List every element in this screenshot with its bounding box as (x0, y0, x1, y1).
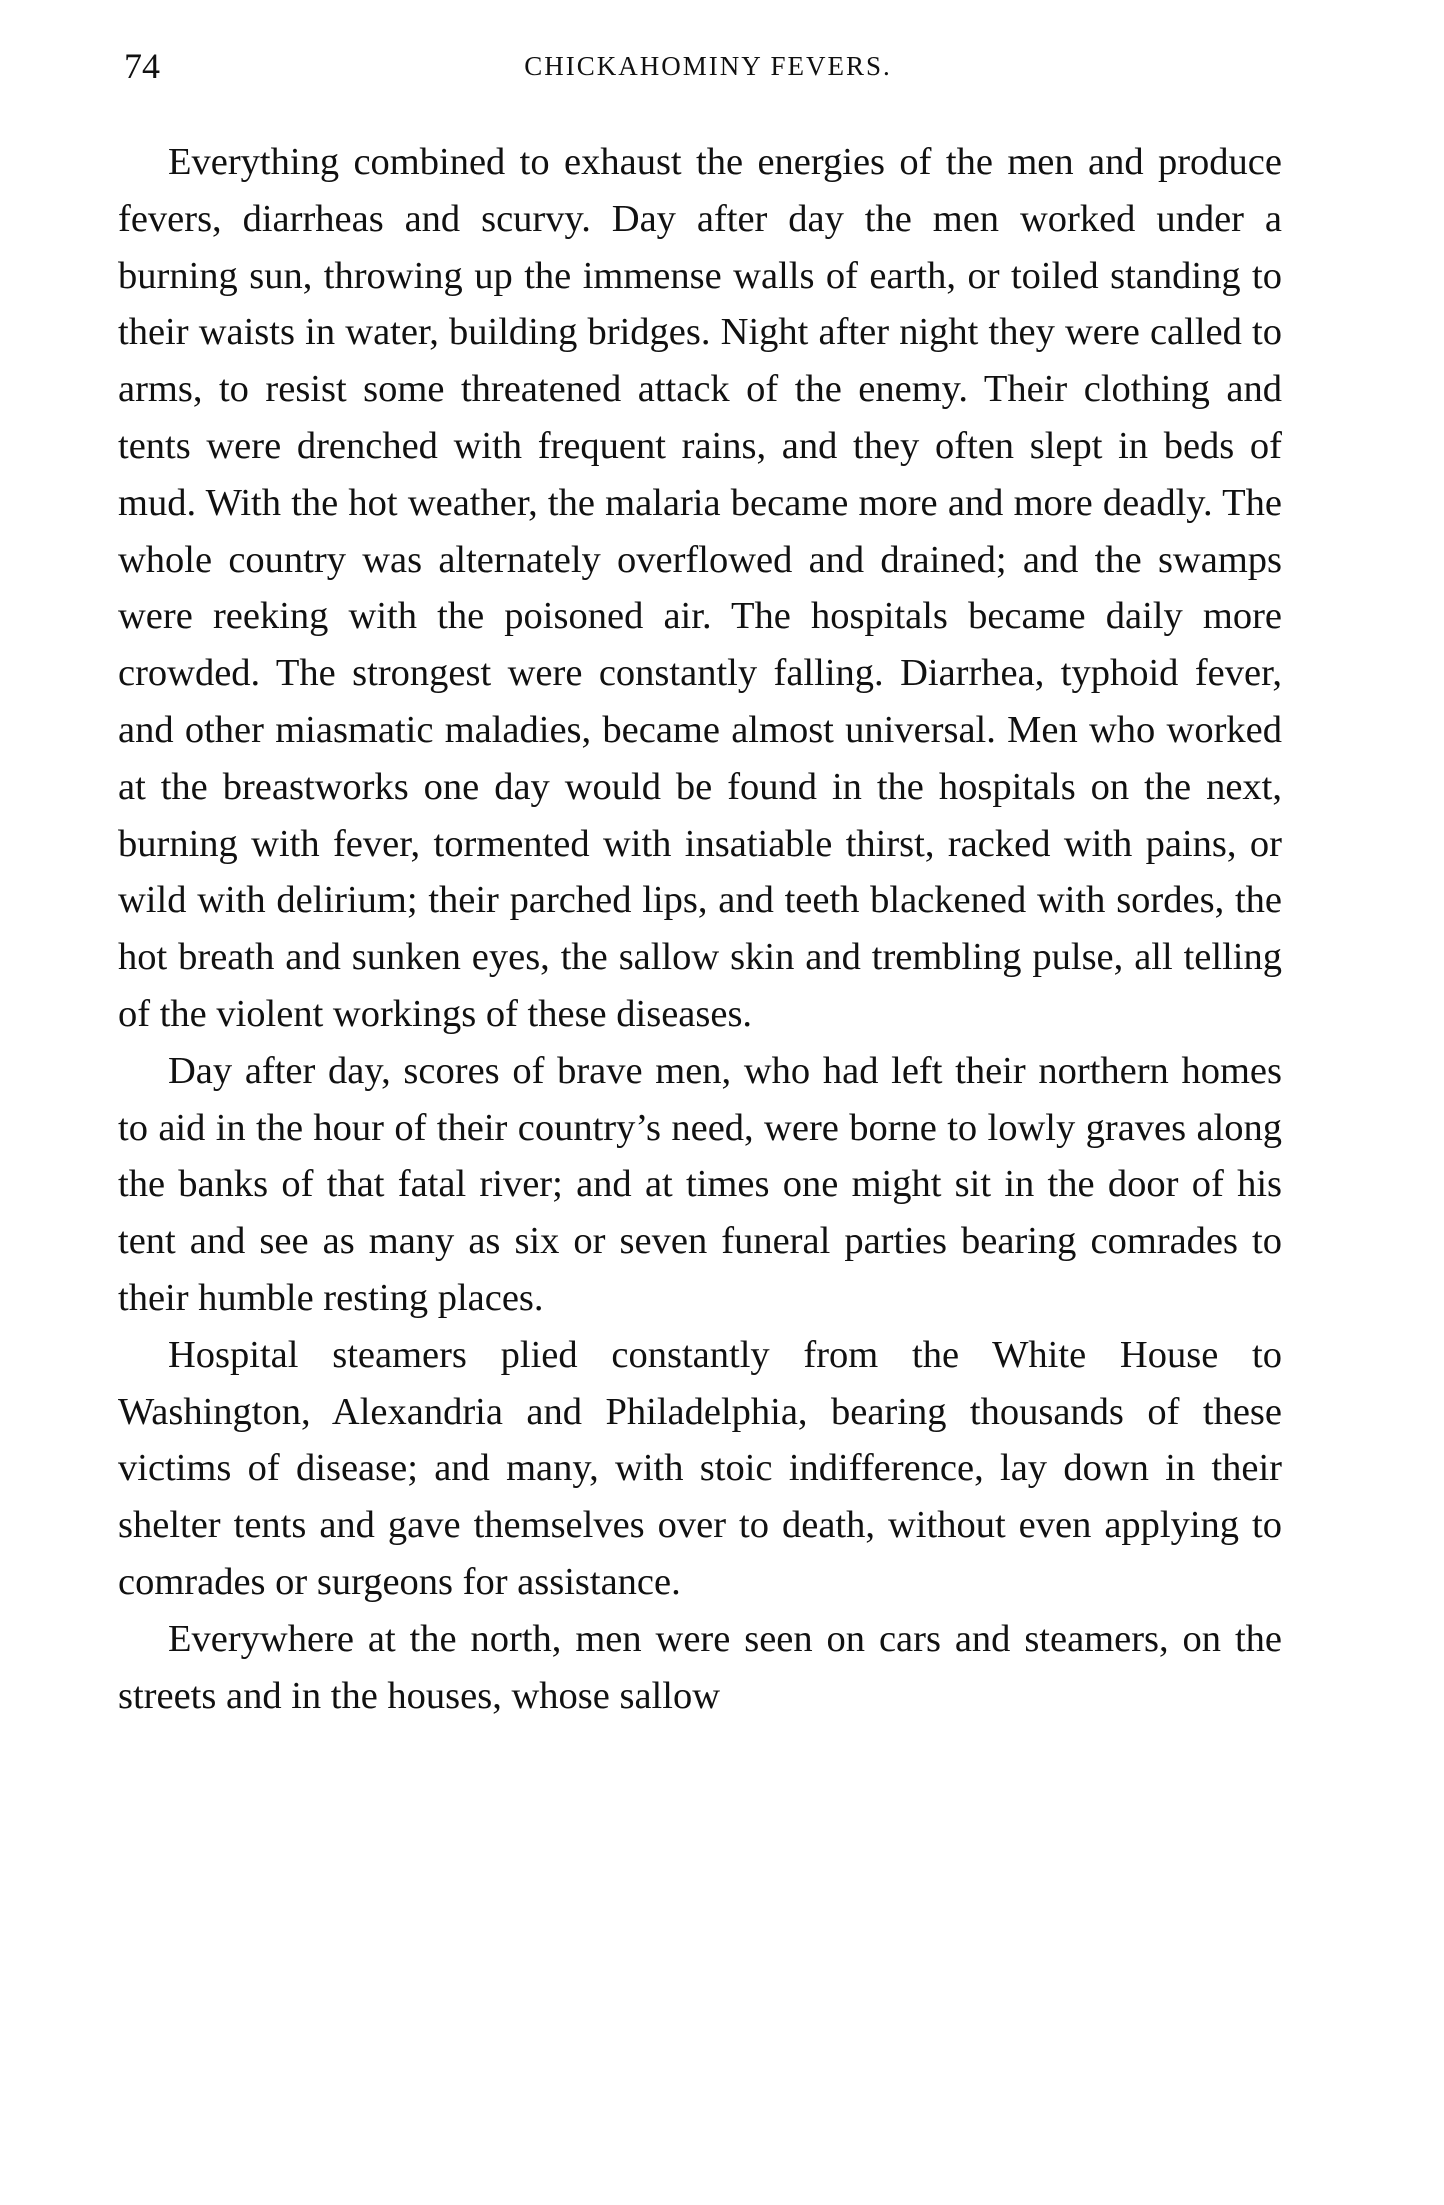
paragraph-4: Everywhere at the north, men were seen on cars and steamers, on the streets and in the houses, whose sallow (118, 1617, 1282, 1717)
body-text (118, 134, 1282, 1724)
running-title: CHICKAHOMINY FEVERS. (524, 51, 892, 81)
running-head (118, 44, 1298, 88)
paragraph-2: Day after day, scores of brave men, who had left their northern homes to aid in the hour of their country’s need, were borne to lowly graves along the banks of that fatal river; and at times one might sit in the door of his tent and see as many as six or seven funeral parties bearing comrades to their humble resting places. (118, 1049, 1282, 1319)
paragraph-3: Hospital steamers plied constantly from the White House to Washington, Alexandria and Philadelphia, bearing thousands of these victims of disease; and many, with stoic indifference, lay down in their shelter tents and gave themselves over to death, without even applying to comrades or surgeons for assistance. (118, 1333, 1282, 1603)
paragraph-1: Everything combined to exhaust the energies of the men and produce fevers, diarrheas and scurvy. Day after day the men worked under a burning sun, throwing up the immense walls of earth, or toiled standing to their waists in water, building bridges. Night after night they were called to arms, to resist some threatened attack of the enemy. Their clothing and tents were drenched with frequent rains, and they often slept in beds of mud. With the hot weather, the malaria became more and more deadly. The whole country was alternately overflowed and drained; and the swamps were reeking with the poisoned air. The hospitals became daily more crowded. The strongest were constantly falling. Diarrhea, typhoid fever, and other miasmatic maladies, became almost universal. Men who worked at the breastworks one day would be found in the hospitals on the next, burning with fever, tormented with insatiable thirst, racked with pains, or wild with delirium; their parched lips, and teeth blackened with sordes, the hot breath and sunken eyes, the sallow skin and trembling pulse, all telling of the violent workings of these diseases. (118, 141, 1282, 1035)
page-number: 74 (124, 46, 160, 86)
